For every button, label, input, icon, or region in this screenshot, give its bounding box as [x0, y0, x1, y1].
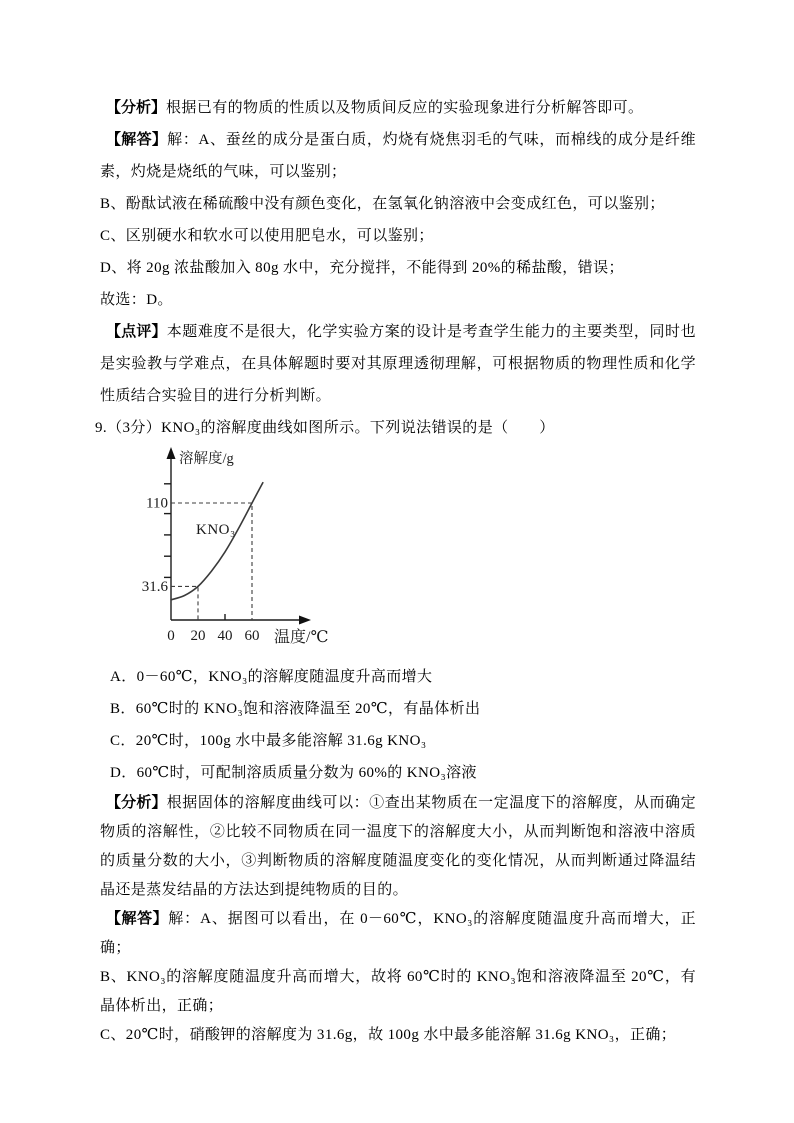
answer-tag: 【解答】: [106, 132, 168, 148]
q9-question: [95, 412, 696, 444]
q8-answer-conclusion: 故选：D。: [100, 292, 173, 308]
x-axis-arrow-icon: [299, 616, 311, 625]
q9-analysis-text: 根据固体的溶解度曲线可以：①查出某物质在一定温度下的溶解度，从而确定物质的溶解性，②比较不同物质在同一温度下的溶解度大小，从而判断饱和溶液中溶质的质量分数的大小，③判断物质的溶解度随温度变化的变化情况，从而判断通过降温结晶还是蒸发结晶的方法达到提纯物质的目的。: [100, 795, 696, 898]
q8-answer-intro-paragraph: [100, 124, 696, 188]
comment-tag: 【点评】: [106, 324, 167, 340]
q8-answer-item-b: B、酚酞试液在稀硫酸中没有颜色变化，在氢氧化钠溶液中会变成红色，可以鉴别；: [100, 196, 665, 212]
q8-answer-item-d: D、将 20g 浓盐酸加入 80g 水中，充分搅拌，不能得到 20%的稀盐酸，错误；: [100, 260, 624, 276]
q8-analysis-text: 根据已有的物质的性质以及物质间反应的实验现象进行分析解答即可。: [166, 100, 644, 116]
q9-option-a: A．0－60℃，KNO₃的溶解度随温度升高而增大: [110, 669, 433, 685]
kno3-curve: [171, 483, 263, 600]
document-content: [95, 92, 696, 1050]
x-tick-label: 40: [217, 628, 233, 644]
dashed-guide: [171, 503, 252, 620]
solubility-chart-figure: [138, 446, 696, 661]
q8-answer-item-c: C、区别硬水和软水可以使用肥皂水，可以鉴别；: [100, 228, 434, 244]
answer-tag: 【解答】: [106, 911, 169, 927]
y-axis-arrow-icon: [167, 447, 176, 459]
q9-answer-line-a: [100, 905, 696, 963]
q8-comment-paragraph: [100, 316, 696, 412]
q8-analysis-paragraph: [100, 92, 696, 124]
q9-answer-line-c: C、20℃时，硝酸钾的溶解度为 31.6g，故 100g 水中最多能溶解 31.6g KNO₃，正确；: [100, 1027, 677, 1043]
q9-score: （3分）: [107, 420, 162, 436]
dashed-guide: [171, 586, 198, 620]
y-tick-label: 31.6: [141, 578, 168, 595]
q9-option-d: D．60℃时，可配制溶质质量分数为 60%的 KNO₃溶液: [110, 765, 477, 781]
q8-answer-intro-text: 解：A、蚕丝的成分是蛋白质，灼烧有烧焦羽毛的气味，而棉线的成分是纤维素，灼烧是烧纸的气味，可以鉴别；: [100, 132, 696, 180]
q9-analysis-paragraph: [100, 789, 696, 905]
series-label: KNO₃: [196, 522, 236, 538]
y-axis-label: 溶解度/g: [179, 451, 234, 467]
q9-stem: KNO₃的溶解度曲线如图所示。下列说法错误的是（ ）: [161, 420, 555, 436]
x-tick-label: 20: [190, 628, 206, 644]
q9-answer-line-b: B、KNO₃的溶解度随温度升高而增大，故将 60℃时的 KNO₃饱和溶液降温至 20℃，有晶体析出，正确；: [100, 969, 696, 1014]
analysis-tag: 【分析】: [106, 100, 167, 116]
x-tick-label: 0: [167, 628, 175, 644]
q9-option-c: C．20℃时，100g 水中最多能溶解 31.6g KNO₃: [110, 733, 427, 749]
q9-option-b: B．60℃时的 KNO₃饱和溶液降温至 20℃，有晶体析出: [110, 701, 481, 717]
x-axis-label: 温度/℃: [274, 629, 329, 646]
solubility-chart: [138, 446, 398, 661]
q9-number: 9.: [95, 420, 108, 436]
analysis-tag: 【分析】: [106, 795, 167, 811]
y-tick-label: 110: [146, 495, 168, 512]
q8-comment-text: 本题难度不是很大，化学实验方案的设计是考查学生能力的主要类型，同时也是实验教与学难点，在具体解题时要对其原理透彻理解，可根据物质的物理性质和化学性质结合实验目的进行分析判断。: [100, 324, 696, 404]
q9-answer-line-a-text: 解：A、据图可以看出，在 0－60℃，KNO₃的溶解度随温度升高而增大，正确；: [100, 911, 696, 956]
x-tick-label: 60: [244, 628, 260, 644]
